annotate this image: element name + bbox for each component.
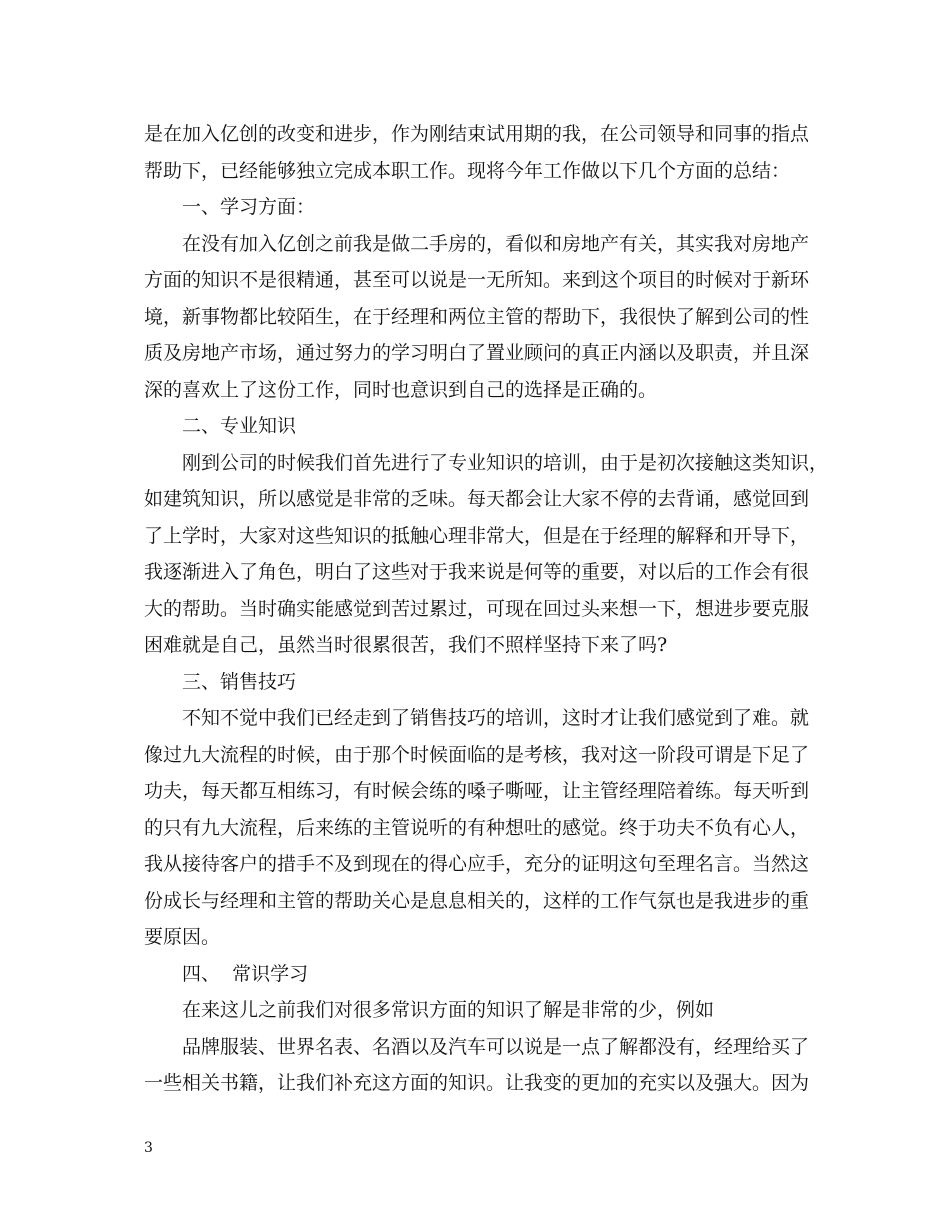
section-heading-study: 一、学习方面： <box>182 196 316 218</box>
section-heading-sales: 三、销售技巧 <box>182 670 297 693</box>
document-body <box>144 116 829 1102</box>
paragraph-line: 的只有九大流程，后来练的主管说听的有种想吐的感觉。终于功夫不负有心人， <box>144 816 810 839</box>
paragraph-line: 方面的知识不是很精通，甚至可以说是一无所知。来到这个项目的时候对于新环 <box>144 269 810 291</box>
section-heading-general-knowledge: 四、 常识学习 <box>182 962 309 985</box>
paragraph-line: 如建筑知识，所以感觉是非常的乏味。每天都会让大家不停的去背诵，感觉回到 <box>144 488 810 510</box>
paragraph-line: 在来这儿之前我们对很多常识方面的知识了解是非常的少，例如 <box>182 999 715 1021</box>
paragraph-line: 功夫，每天都互相练习，有时候会练的嗓子嘶哑，让主管经理陪着练。每天听到 <box>144 780 810 802</box>
paragraph-line: 我逐渐进入了角色，明白了这些对于我来说是何等的重要，对以后的工作会有很 <box>144 561 810 583</box>
paragraph-line: 质及房地产市场，通过努力的学习明白了置业顾问的真正内涵以及职责，并且深 <box>144 342 810 364</box>
paragraph-line: 份成长与经理和主管的帮助关心是息息相关的，这样的工作气氛也是我进步的重 <box>144 889 810 912</box>
paragraph-line: 我从接待客户的措手不及到现在的得心应手，充分的证明这句至理名言。当然这 <box>144 853 810 875</box>
page-number: 3 <box>144 1140 153 1156</box>
paragraph-line: 刚到公司的时候我们首先进行了专业知识的培训，由于是初次接触这类知识， <box>182 451 829 474</box>
paragraph-line: 一些相关书籍，让我们补充这方面的知识。让我变的更加的充实以及强大。因为 <box>144 1072 810 1094</box>
paragraph-line: 像过九大流程的时候，由于那个时候面临的是考核，我对这一阶段可谓是下足了 <box>144 743 810 766</box>
paragraph-line: 困难就是自己，虽然当时很累很苦，我们不照样坚持下来了吗? <box>144 634 668 656</box>
paragraph-line: 是在加入亿创的改变和进步，作为刚结束试用期的我，在公司领导和同事的指点 <box>144 123 810 145</box>
paragraph-line: 境，新事物都比较陌生，在于经理和两位主管的帮助下，我很快了解到公司的性 <box>144 305 810 328</box>
paragraph-line: 了上学时，大家对这些知识的抵触心理非常大，但是在于经理的解释和开导下， <box>144 524 810 547</box>
paragraph-line: 不知不觉中我们已经走到了销售技巧的培训，这时才让我们感觉到了难。就 <box>182 707 810 729</box>
paragraph-line: 在没有加入亿创之前我是做二手房的，看似和房地产有关，其实我对房地产 <box>182 232 810 255</box>
paragraph-line: 品牌服装、世界名表、名酒以及汽车可以说是一点了解都没有，经理给买了 <box>182 1035 810 1058</box>
paragraph-line: 要原因。 <box>144 926 221 948</box>
paragraph-line: 大的帮助。当时确实能感觉到苦过累过，可现在回过头来想一下，想进步要克服 <box>144 597 810 620</box>
section-heading-professional: 二、专业知识 <box>182 415 297 437</box>
paragraph-line: 帮助下，已经能够独立完成本职工作。现将今年工作做以下几个方面的总结： <box>144 159 791 182</box>
paragraph-line: 深的喜欢上了这份工作，同时也意识到自己的选择是正确的。 <box>144 378 658 401</box>
